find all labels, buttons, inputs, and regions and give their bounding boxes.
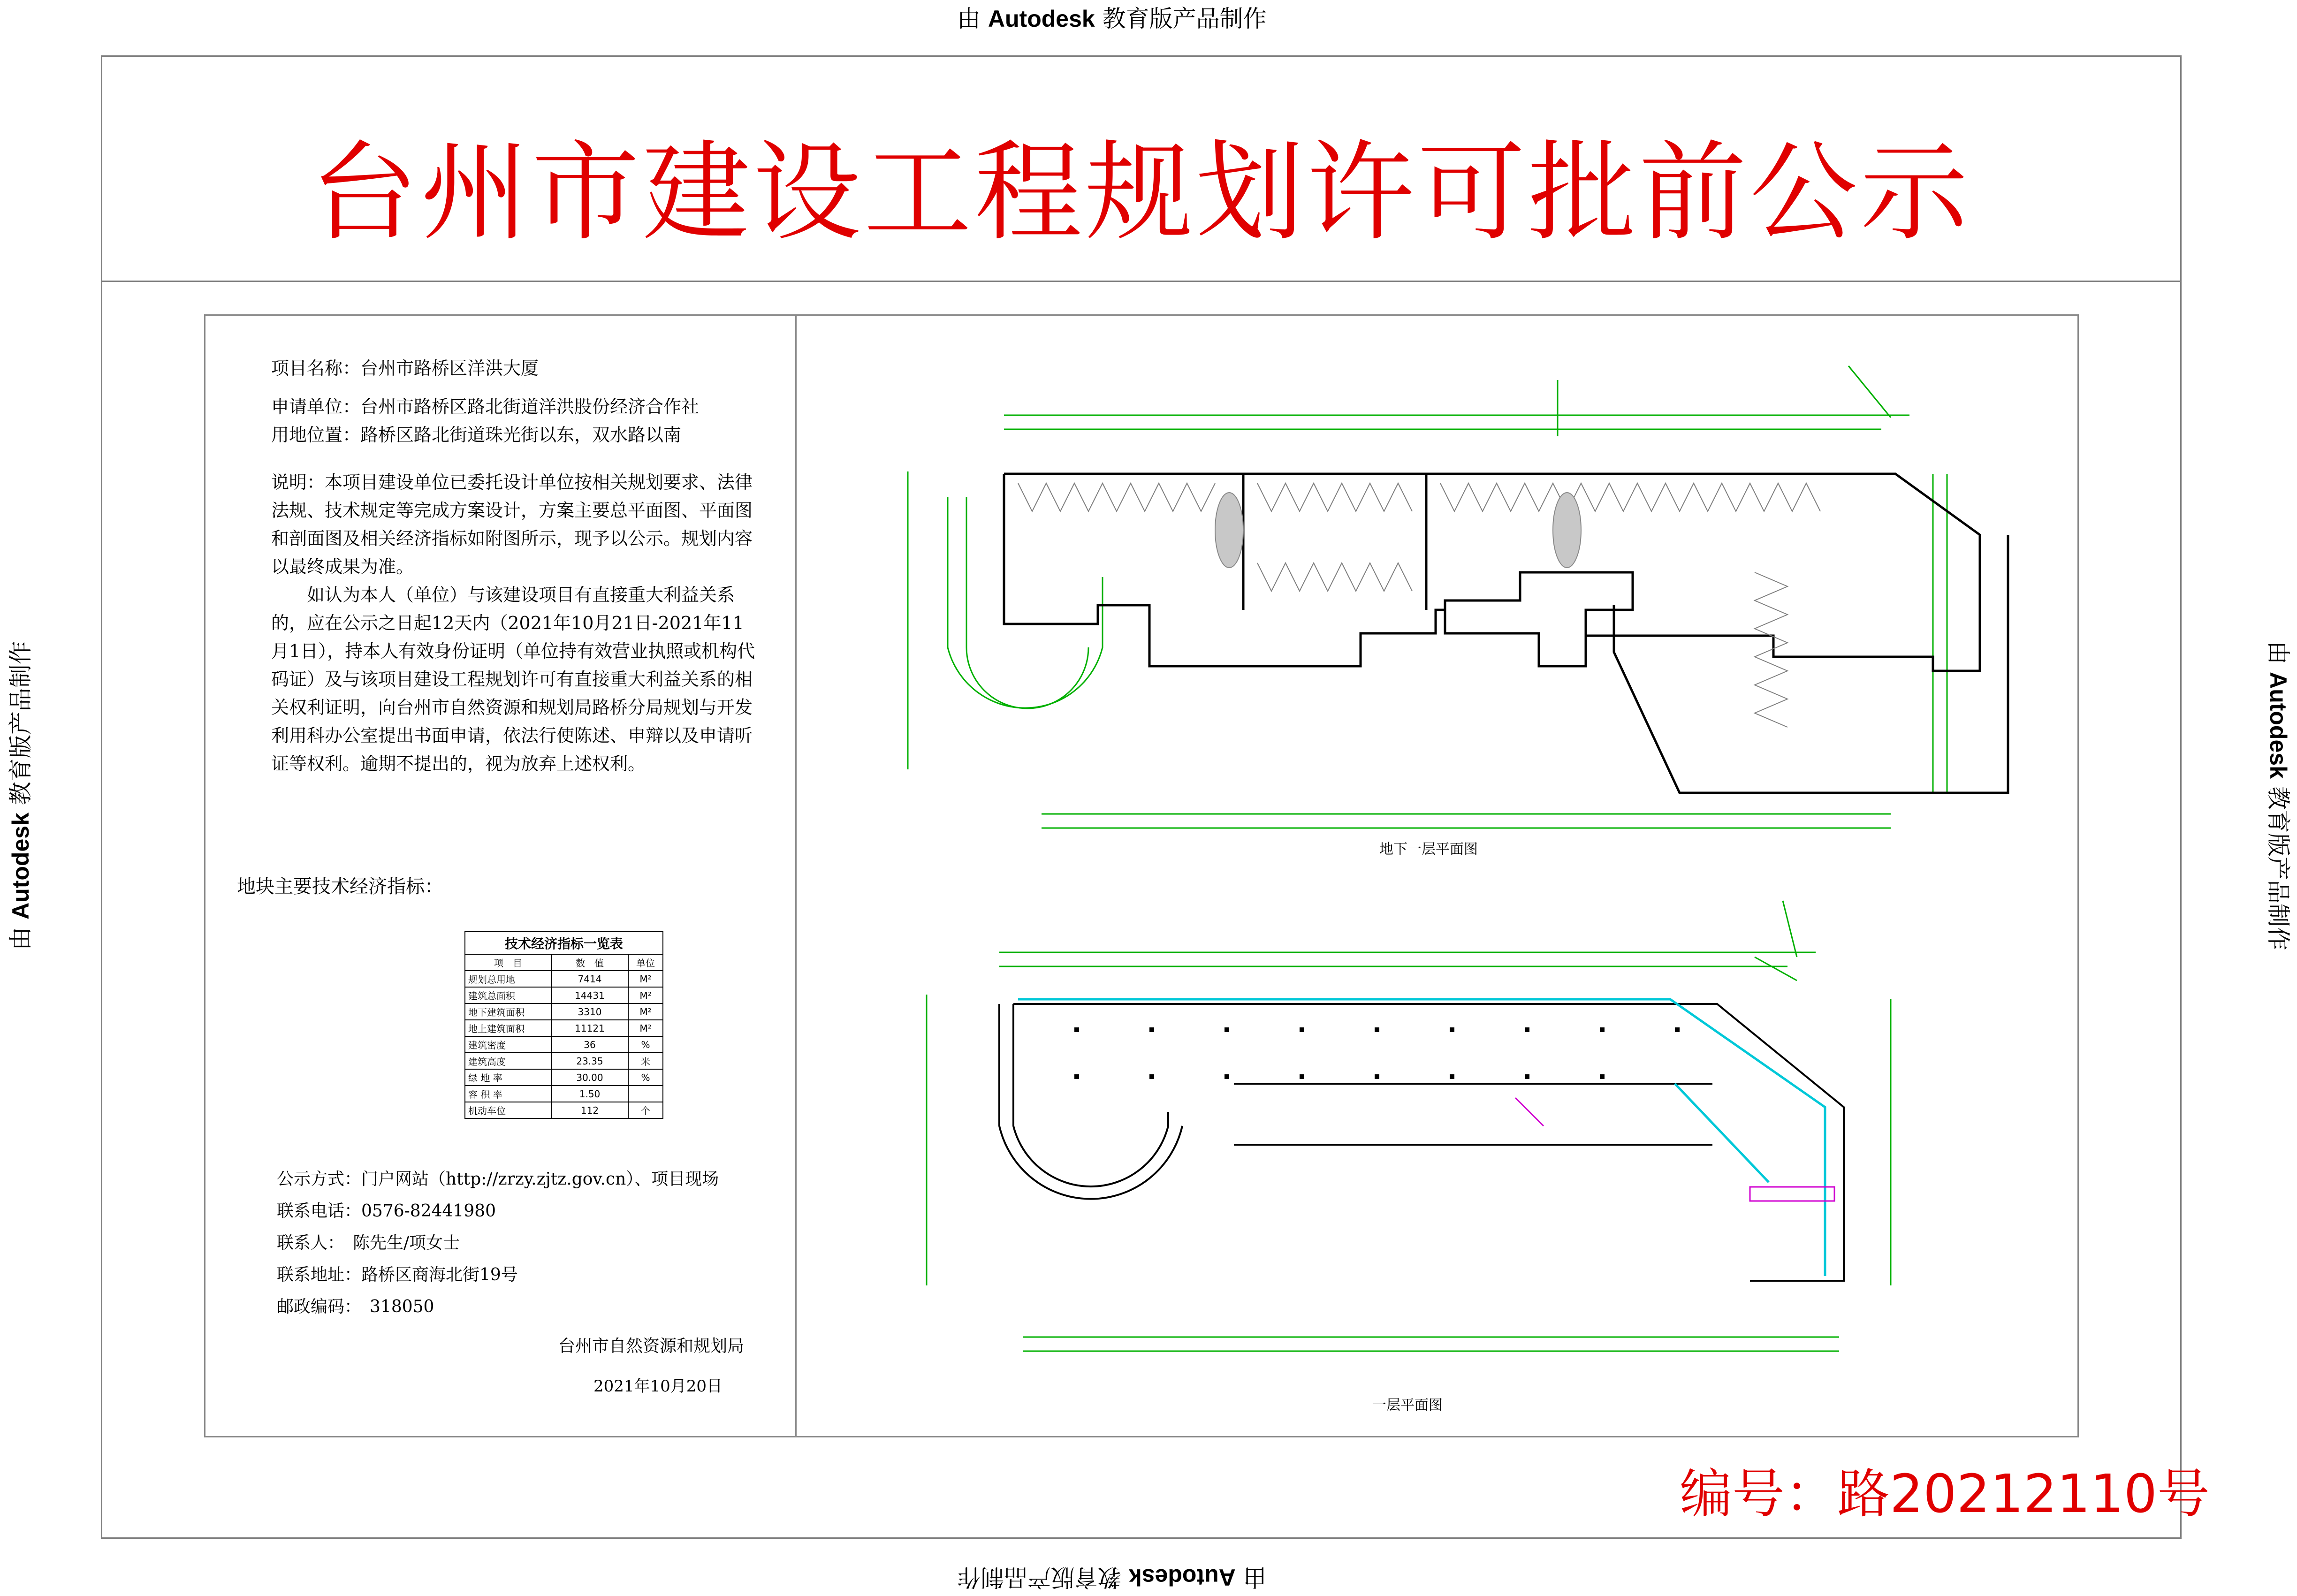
table-row [465,971,663,987]
kpi-unit: % [628,1069,663,1086]
kpi-item: 地下建筑面积 [465,1003,551,1020]
kpi-item: 建筑总面积 [465,987,551,1003]
table-row [465,1102,663,1118]
kpi-caption: 技术经济指标一览表 [465,932,663,954]
kpi-header: 单位 [628,954,663,971]
kpi-unit: % [628,1036,663,1053]
contact-person: 联系人： 陈先生/项女士 [277,1233,460,1253]
table-row [465,1020,663,1036]
kpi-value: 11121 [551,1020,628,1036]
description-p1: 说明：本项目建设单位已委托设计单位按相关规划要求、法律法规、技术规定等完成方案设计，方案主要总平面图、平面图和剖面图及相关经济指标如附图所示，现予以公示。规划内容以最终成果为准。 [271,472,753,577]
kpi-item: 建筑高度 [465,1053,551,1069]
kpi-unit: M² [628,1020,663,1036]
kpi-header: 项 目 [465,954,551,971]
kpi-value: 7414 [551,971,628,987]
publicity-method: 公示方式：门户网站（http://zrzy.zjtz.gov.cn）、项目现场 [277,1170,719,1189]
table-row [465,1036,663,1053]
project-name-line: 项目名称：台州市路桥区洋洪大厦 [271,358,539,379]
kpi-unit: M² [628,987,663,1003]
title-divider [101,281,2180,282]
contact-address: 联系地址：路桥区商海北街19号 [277,1265,518,1284]
watermark-bottom: 由 Autodesk 教育版产品制作 [957,1564,1267,1591]
contact-zip: 邮政编码： 318050 [277,1297,434,1316]
kpi-header: 数 值 [551,954,628,971]
site-line: 用地位置：路桥区路北街道珠光街以东，双水路以南 [271,425,682,445]
kpi-heading: 地块主要技术经济指标： [237,876,443,897]
table-row [465,1086,663,1102]
kpi-item: 容 积 率 [465,1086,551,1102]
kpi-unit [628,1086,663,1102]
kpi-value: 14431 [551,987,628,1003]
basement-floor-plan [882,328,2008,844]
kpi-value: 30.00 [551,1069,628,1086]
project-info [271,354,699,449]
kpi-unit: M² [628,1003,663,1020]
issuer: 台州市自然资源和规划局 [558,1337,745,1356]
ground-floor-plan [905,863,1928,1370]
description [271,468,759,778]
table-row [465,1069,663,1086]
basement-plan-label: 地下一层平面图 [1379,841,1478,858]
watermark-left: 由 Autodesk 教育版产品制作 [7,641,34,950]
kpi-item: 规划总用地 [465,971,551,987]
kpi-unit: M² [628,971,663,987]
issue-date: 2021年10月20日 [593,1377,723,1396]
kpi-item: 地上建筑面积 [465,1020,551,1036]
applicant-line: 申请单位：台州市路桥区路北街道洋洪股份经济合作社 [271,396,700,417]
panel-divider [795,314,797,1437]
kpi-unit: 个 [628,1102,663,1118]
kpi-value: 36 [551,1036,628,1053]
kpi-value: 1.50 [551,1086,628,1102]
permit-number: 编号：路20212110号 [1680,1464,2210,1525]
notice-title: 台州市建设工程规划许可批前公示 [310,130,1971,256]
kpi-item: 建筑密度 [465,1036,551,1053]
contact-info [277,1163,719,1323]
watermark-right: 由 Autodesk 教育版产品制作 [2264,641,2292,950]
watermark-top: 由 Autodesk 教育版产品制作 [957,5,1267,32]
kpi-value: 23.35 [551,1053,628,1069]
kpi-unit: 米 [628,1053,663,1069]
kpi-value: 3310 [551,1003,628,1020]
table-row [465,1003,663,1020]
kpi-item: 绿 地 率 [465,1069,551,1086]
contact-phone: 联系电话：0576-82441980 [277,1201,496,1221]
kpi-value: 112 [551,1102,628,1118]
ground-plan-label: 一层平面图 [1372,1397,1443,1414]
description-p2: 如认为本人（单位）与该建设项目有直接重大利益关系的，应在公示之日起12天内（2021年10月21日-2021年11月1日），持本人有效身份证明（单位持有效营业执照或机构代码证）及与该项目建设工程规划许可有直接重大利益关系的相关权利证明，向台州市自然资源和规划局路桥分局规划与开发利用科办公室提出书面申请，依法行使陈述、申辩以及申请听证等权利。逾期不提出的，视为放弃上述权利。 [271,585,755,774]
table-row [465,1053,663,1069]
kpi-item: 机动车位 [465,1102,551,1118]
table-row [465,987,663,1003]
kpi-table [464,931,663,1119]
